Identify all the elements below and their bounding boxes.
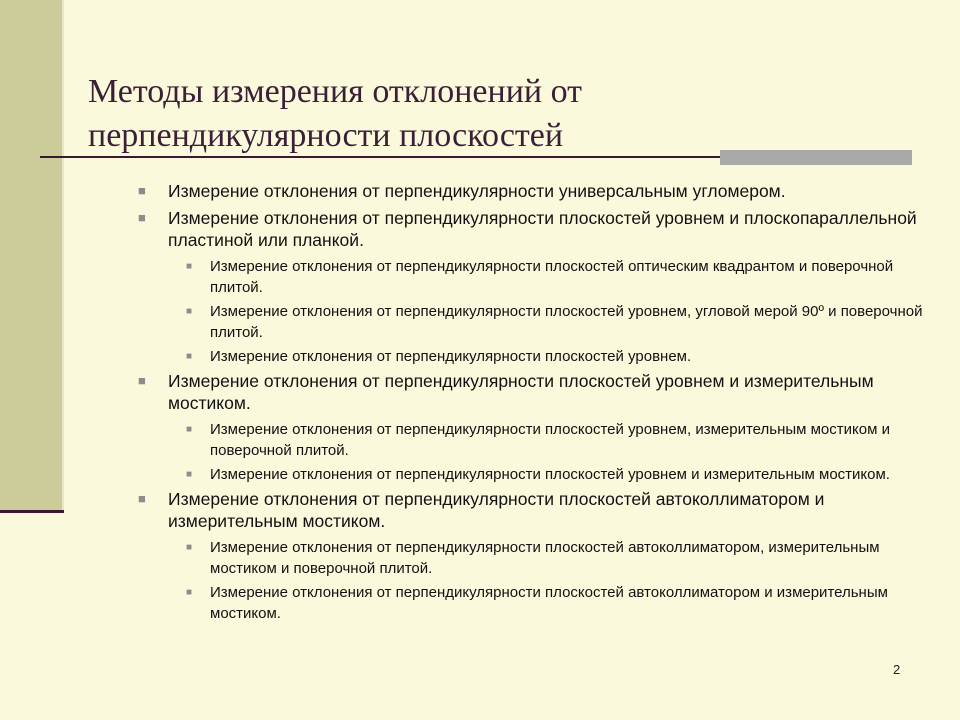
square-bullet-icon: ■ <box>186 542 193 553</box>
slide-title <box>88 70 908 158</box>
sub-bullet-item <box>138 464 928 485</box>
sub-bullet-item <box>138 346 928 367</box>
bullet-text: Измерение отклонения от перпендикулярности плоскостей оптическим квадрантом и поверочной плитой. <box>210 258 894 296</box>
side-band <box>0 0 64 512</box>
bullet-text: Измерение отклонения от перпендикулярности плоскостей автоколлиматором и измерительным мостиком. <box>210 584 888 622</box>
bullet-text: Измерение отклонения от перпендикулярности плоскостей уровнем, угловой мерой 90º и поверочной плитой. <box>210 303 923 341</box>
title-line-2: перпендикулярности плоскостей <box>88 117 564 154</box>
sub-bullet-item <box>138 419 928 461</box>
square-bullet-icon: ■ <box>186 351 193 362</box>
bullet-text: Измерение отклонения от перпендикулярности плоскостей автоколлиматором и измерительным мостиком. <box>168 489 825 531</box>
square-bullet-icon: ■ <box>186 587 193 598</box>
sub-bullet-item <box>138 256 928 298</box>
square-bullet-icon: ■ <box>186 469 193 480</box>
square-bullet-icon: ■ <box>138 491 146 506</box>
square-bullet-icon: ■ <box>186 306 193 317</box>
bullet-item <box>138 180 928 202</box>
bullet-item <box>138 207 928 251</box>
bullet-text: Измерение отклонения от перпендикулярности плоскостей уровнем и измерительным мостиком. <box>168 371 874 413</box>
bullet-item <box>138 370 928 414</box>
square-bullet-icon: ■ <box>138 373 146 388</box>
bullet-text: Измерение отклонения от перпендикулярности плоскостей уровнем, измерительным мостиком и поверочной плитой. <box>210 421 890 459</box>
sub-bullet-item <box>138 301 928 343</box>
square-bullet-icon: ■ <box>138 183 146 198</box>
sub-bullet-item <box>138 537 928 579</box>
page-number: 2 <box>893 662 901 677</box>
bullet-text: Измерение отклонения от перпендикулярности плоскостей уровнем. <box>210 348 692 365</box>
bullet-text: Измерение отклонения от перпендикулярности универсальным угломером. <box>168 181 786 201</box>
bullet-text: Измерение отклонения от перпендикулярности плоскостей уровнем и измерительным мостиком. <box>210 466 890 483</box>
sub-bullet-item <box>138 582 928 624</box>
square-bullet-icon: ■ <box>138 210 146 225</box>
side-rule <box>0 510 64 513</box>
bullet-text: Измерение отклонения от перпендикулярности плоскостей автоколлиматором, измерительным мостиком и поверочной плитой. <box>210 539 880 577</box>
bullet-list <box>138 180 928 627</box>
title-accent-bar <box>720 150 912 165</box>
bullet-text: Измерение отклонения от перпендикулярности плоскостей уровнем и плоскопараллельной пластиной или планкой. <box>168 208 917 250</box>
square-bullet-icon: ■ <box>186 261 193 272</box>
bullet-item <box>138 488 928 532</box>
square-bullet-icon: ■ <box>186 424 193 435</box>
title-line-1: Методы измерения отклонений от <box>88 73 582 110</box>
